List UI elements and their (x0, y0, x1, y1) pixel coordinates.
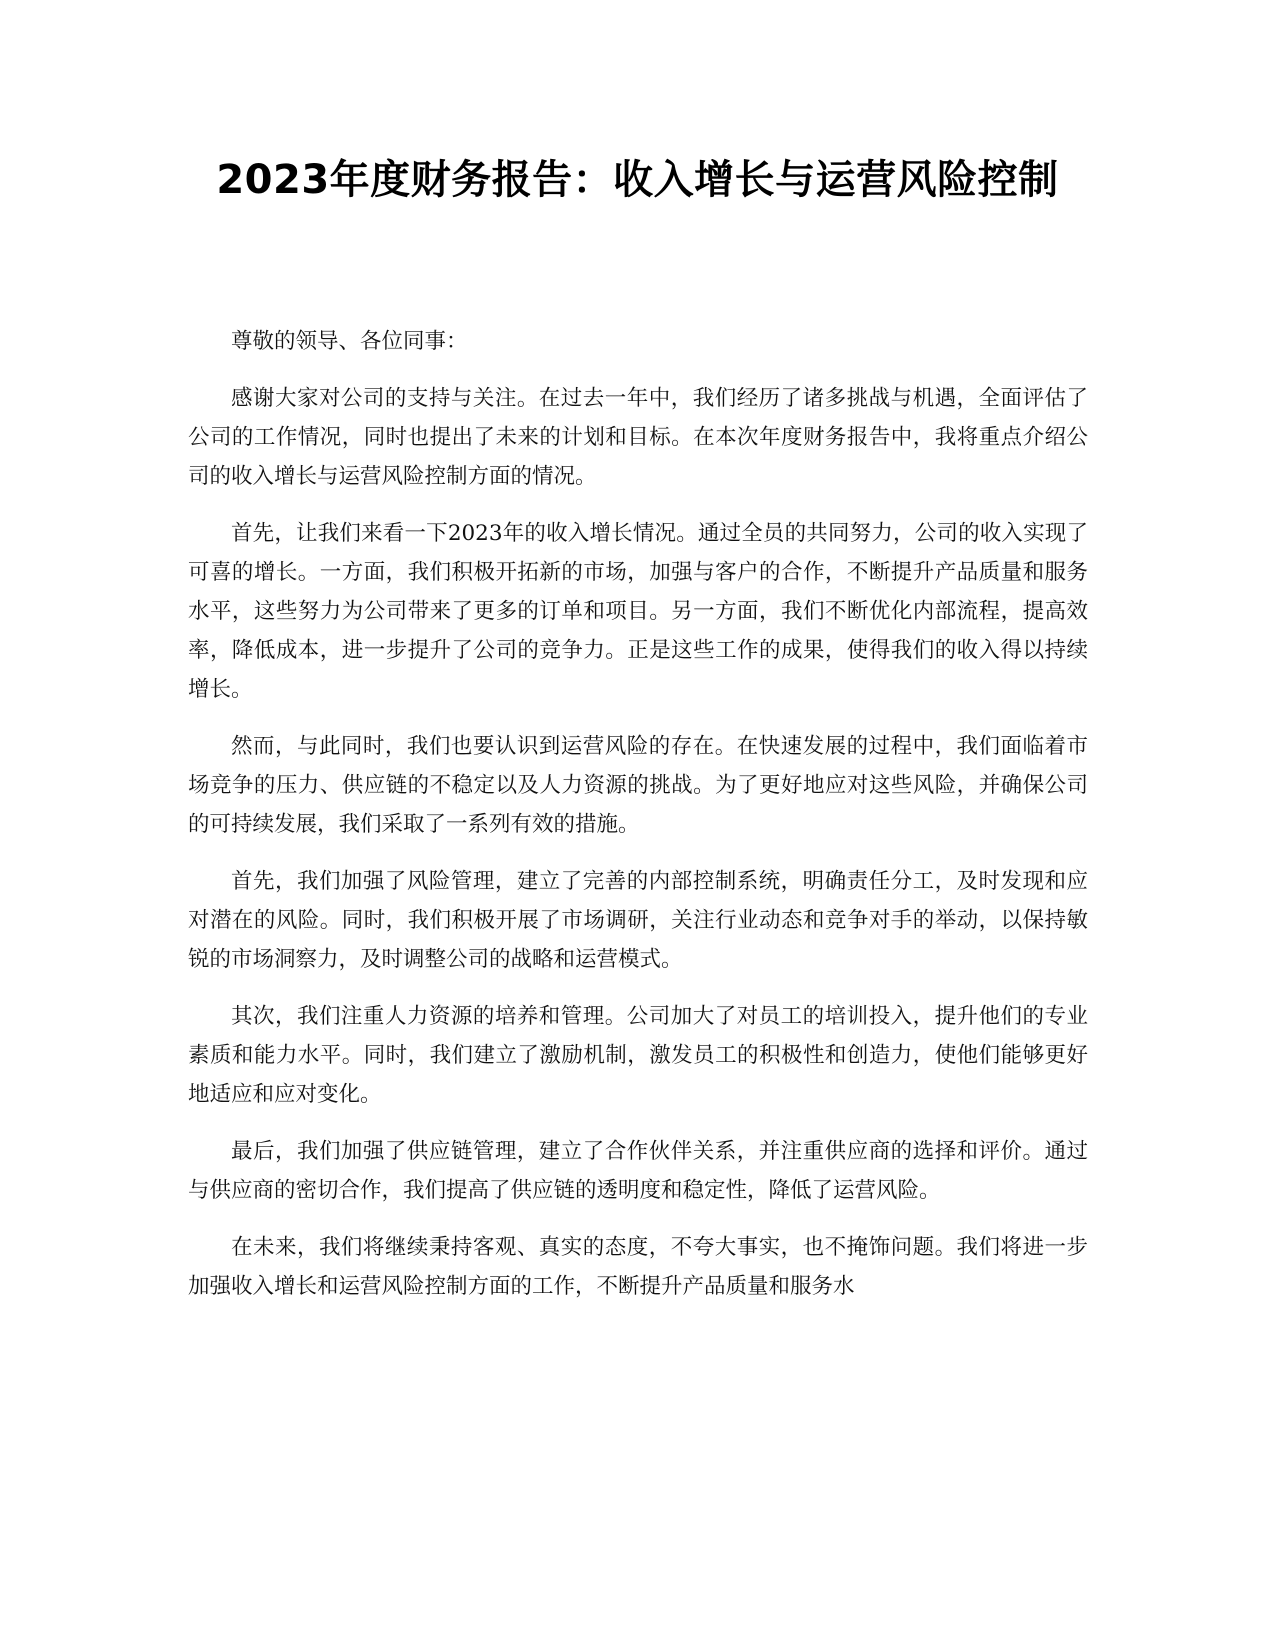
body-paragraph: 首先，让我们来看一下2023年的收入增长情况。通过全员的共同努力，公司的收入实现了可喜的增长。一方面，我们积极开拓新的市场，加强与客户的合作，不断提升产品质量和服务水平，这些努力为公司带来了更多的订单和项目。另一方面，我们不断优化内部流程，提高效率，降低成本，进一步提升了公司的竞争力。正是这些工作的成果，使得我们的收入得以持续增长。 (188, 521, 1088, 702)
body-paragraph: 感谢大家对公司的支持与关注。在过去一年中，我们经历了诸多挑战与机遇，全面评估了公司的工作情况，同时也提出了未来的计划和目标。在本次年度财务报告中，我将重点介绍公司的收入增长与运营风险控制方面的情况。 (188, 386, 1088, 489)
document-body (188, 322, 1088, 1324)
body-paragraph: 首先，我们加强了风险管理，建立了完善的内部控制系统，明确责任分工，及时发现和应对潜在的风险。同时，我们积极开展了市场调研，关注行业动态和竞争对手的举动，以保持敏锐的市场洞察力，及时调整公司的战略和运营模式。 (188, 869, 1088, 972)
document-title: 2023年度财务报告：收入增长与运营风险控制 (216, 157, 1059, 203)
body-paragraph: 在未来，我们将继续秉持客观、真实的态度，不夸大事实，也不掩饰问题。我们将进一步加强收入增长和运营风险控制方面的工作，不断提升产品质量和服务水 (188, 1235, 1088, 1299)
salutation-paragraph: 尊敬的领导、各位同事： (231, 329, 468, 354)
body-paragraph: 其次，我们注重人力资源的培养和管理。公司加大了对员工的培训投入，提升他们的专业素质和能力水平。同时，我们建立了激励机制，激发员工的积极性和创造力，使他们能够更好地适应和应对变化。 (188, 1004, 1088, 1107)
body-paragraph: 然而，与此同时，我们也要认识到运营风险的存在。在快速发展的过程中，我们面临着市场竞争的压力、供应链的不稳定以及人力资源的挑战。为了更好地应对这些风险，并确保公司的可持续发展，我们采取了一系列有效的措施。 (188, 734, 1088, 837)
body-paragraph: 最后，我们加强了供应链管理，建立了合作伙伴关系，并注重供应商的选择和评价。通过与供应商的密切合作，我们提高了供应链的透明度和稳定性，降低了运营风险。 (188, 1139, 1088, 1203)
